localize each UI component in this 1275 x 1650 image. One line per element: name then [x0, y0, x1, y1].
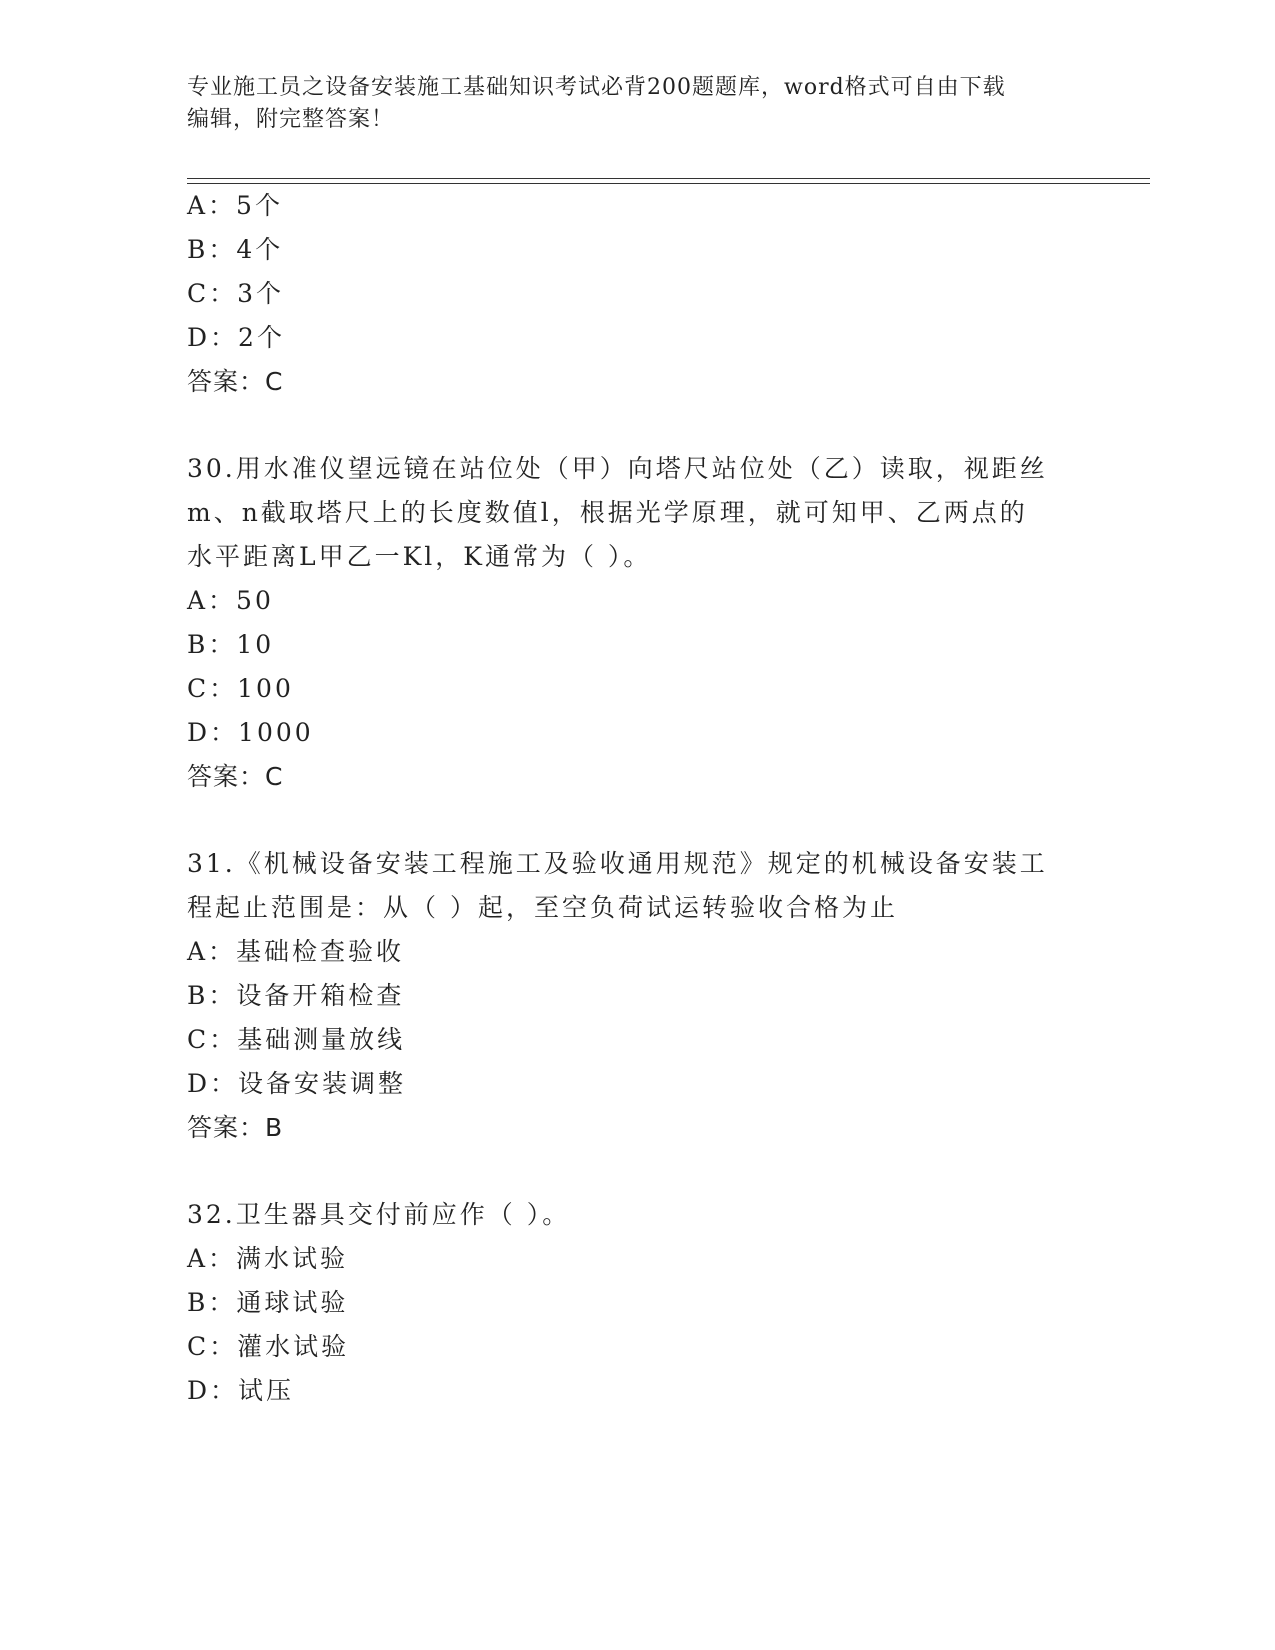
q32-option-c: C：灌水试验: [187, 1332, 350, 1361]
q29-option-c: C：3个: [187, 279, 285, 308]
q31-stem-line-2: 程起止范围是：从（ ）起，至空负荷试运转验收合格为止: [187, 893, 898, 922]
q30-option-c: C：100: [187, 674, 294, 703]
q31-option-d: D：设备安装调整: [187, 1069, 407, 1098]
document-header: [187, 72, 1067, 136]
q30-option-d: D：1000: [187, 718, 314, 747]
header-line-2: 编辑，附完整答案！: [187, 107, 395, 132]
header-divider-top: [187, 178, 1150, 179]
q31-option-c: C：基础测量放线: [187, 1025, 406, 1054]
q31-option-a: A：基础检查验收: [187, 937, 405, 966]
q30-stem-line-1: 30.用水准仪望远镜在站位处（甲）向塔尺站位处（乙）读取，视距丝: [187, 454, 1048, 483]
q30-option-b: B：10: [187, 630, 275, 659]
q29-option-a: A：5个: [187, 191, 283, 220]
header-line-1: 专业施工员之设备安装施工基础知识考试必背200题题库，word格式可自由下载: [187, 75, 1006, 100]
q30-stem-line-3: 水平距离L甲乙一Kl，K通常为（ ）。: [187, 542, 652, 571]
q31-option-b: B：设备开箱检查: [187, 981, 405, 1010]
q32-option-a: A：满水试验: [187, 1244, 349, 1273]
q30-option-a: A：50: [187, 586, 274, 615]
q32-option-d: D：试压: [187, 1376, 295, 1405]
q29-answer: 答案：C: [187, 367, 284, 396]
q31-answer: 答案：B: [187, 1113, 284, 1142]
q29-option-d: D：2个: [187, 323, 285, 352]
q30-stem-line-2: m、n截取塔尺上的长度数值l，根据光学原理，就可知甲、乙两点的: [187, 498, 1028, 527]
q31-stem-line-1: 31.《机械设备安装工程施工及验收通用规范》规定的机械设备安装工: [187, 849, 1048, 878]
header-divider-bottom: [187, 183, 1150, 184]
q32-stem-line-1: 32.卫生器具交付前应作（ ）。: [187, 1200, 571, 1229]
q32-option-b: B：通球试验: [187, 1288, 349, 1317]
q29-option-b: B：4个: [187, 235, 284, 264]
q30-answer: 答案：C: [187, 762, 284, 791]
